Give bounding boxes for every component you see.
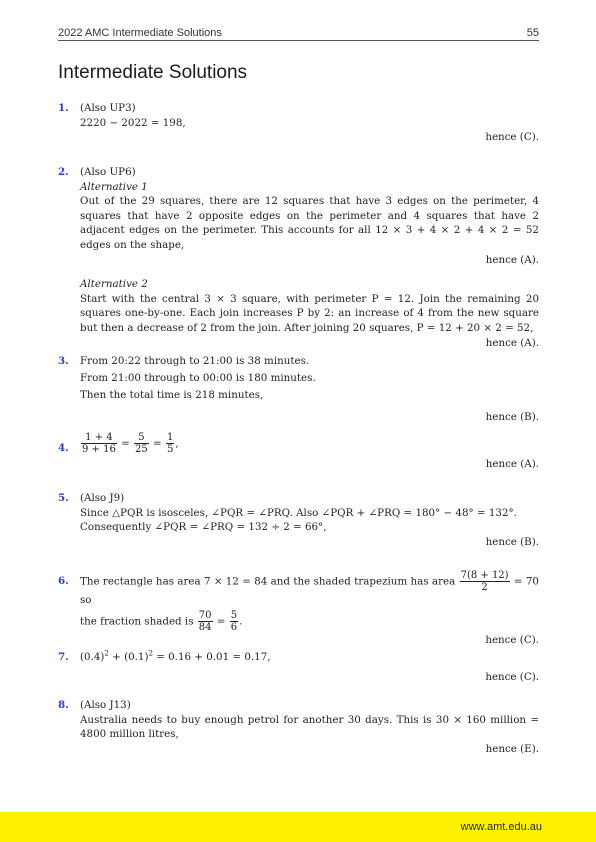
solution-text: the fraction shaded is $\frac{70}{84}$ = $\frac{5}{6}$ . — [80, 609, 243, 633]
solution-text: The rectangle has area 7 × 12 = 84 and the shaded trapezium has area $\frac{7(8 + 12)}{2}$ = 70 so — [80, 570, 539, 606]
solution-text: (Also UP3) — [80, 102, 136, 114]
solution-4 — [58, 432, 539, 472]
answer: hence (E). — [485, 742, 539, 755]
answer: hence (B). — [485, 411, 539, 423]
header-title: 2022 AMC Intermediate Solutions — [58, 27, 222, 39]
solution-text: From 21:00 through to 00:00 is 180 minutes. — [80, 372, 316, 384]
answer: hence (C). — [485, 670, 539, 683]
fraction: $\frac{7(8 + 12)}{2}$ — [460, 570, 509, 593]
fraction: $\frac{5}{6}$ — [230, 609, 238, 633]
fraction: $\frac{1}{5}$ — [166, 432, 174, 455]
solution-text: (Also J13) — [80, 699, 131, 711]
fraction: $\frac{1 + 4}{9 + 16}$ — [82, 432, 116, 455]
answer: hence (A). — [485, 336, 539, 349]
answer: hence (B). — [485, 535, 539, 548]
solution-number: 2. — [58, 166, 69, 178]
solution-number: 3. — [58, 355, 69, 367]
solution-text: Then the total time is 218 minutes, — [80, 389, 264, 401]
solution-text: Australia needs to buy enough petrol for another 30 days. This is 30 × 160 million = 4800 million litres, — [80, 713, 539, 741]
solution-number: 4. — [58, 442, 69, 454]
solution-text: Since △PQR is isosceles, ∠PQR = ∠PRQ. Also ∠PQR + ∠PRQ = 180° − 48° = 132°. — [80, 506, 517, 519]
fraction: $\frac{70}{84}$ — [198, 609, 212, 633]
answer: hence (C). — [485, 633, 539, 646]
solution-number: 5. — [58, 492, 69, 504]
solution-number: 7. — [58, 651, 69, 663]
solution-text: Out of the 29 squares, there are 12 squares that have 3 edges on the perimeter, 4 squares that have 2 opposite edges on the perimeter and 4 squares that have 2 adjacent edges on the perimeter. This accounts for all 12 × 3 + 4 × 2 + 4 × 2 = 52 edges on the shape, — [80, 195, 539, 251]
solution-text: (Also UP6) — [80, 166, 136, 178]
answer: hence (A). — [485, 458, 539, 470]
answer: hence (C). — [485, 131, 539, 144]
math-expression: $(0.4)^2 + (0.1)^2 = 0.16 + 0.01 = 0.17$, — [80, 649, 271, 663]
solution-text: 2220 − 2022 = 198, — [80, 116, 186, 129]
page-header — [58, 27, 539, 41]
solution-7 — [58, 650, 539, 684]
page-footer — [0, 812, 596, 842]
solution-number: 8. — [58, 699, 69, 711]
fraction: $\frac{5}{25}$ — [135, 432, 148, 455]
page-number: 55 — [526, 27, 539, 39]
solution-text: Start with the central 3 × 3 square, with perimeter P = 12. Join the remaining 20 squares one-by-one. Each join increases P by 2: an increase of 4 from the new square but then a decrease of 2 from the join. After joining 20 squares, P = 12 + 20 × 2 = 52, — [80, 292, 539, 334]
alternative-heading: Alternative 2 — [80, 278, 148, 291]
solution-number: 1. — [58, 102, 69, 114]
solution-5 — [58, 491, 539, 549]
page-title: Intermediate Solutions — [58, 62, 248, 83]
math-expression: $\frac{1 + 4}{9 + 16}$ = $\frac{5}{25}$ = $\frac{1}{5}$ , — [82, 432, 179, 455]
alternative-heading: Alternative 1 — [80, 180, 148, 193]
answer: hence (A). — [485, 253, 539, 266]
footer-url: www.amt.edu.au — [460, 821, 542, 833]
solution-3 — [58, 353, 539, 426]
solution-text: From 20:22 through to 21:00 is 38 minutes. — [80, 355, 310, 367]
solution-number: 6. — [58, 575, 69, 587]
solution-6 — [58, 570, 539, 647]
solution-text: (Also J9) — [80, 492, 125, 504]
solution-1 — [58, 101, 539, 145]
solution-8 — [58, 698, 539, 756]
solution-text: Consequently ∠PQR = ∠PRQ = 132 ÷ 2 = 66°, — [80, 521, 327, 534]
solution-2 — [58, 165, 539, 350]
